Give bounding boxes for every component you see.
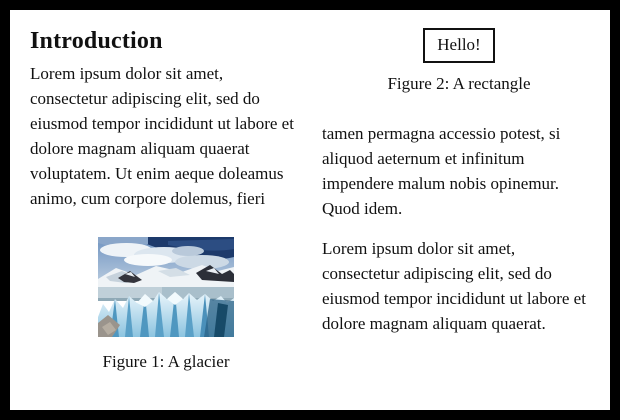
right-paragraph-1: tamen permagna accessio potest, si aliquod aeternum et infinitum impendere malum nobis opinemur. Quod idem. bbox=[322, 124, 561, 218]
figure1-caption: Figure 1: A glacier bbox=[102, 352, 230, 371]
section-heading: Introduction bbox=[30, 28, 163, 54]
figure-glacier bbox=[30, 237, 302, 373]
right-paragraph-2: Lorem ipsum dolor sit amet, consectetur adipiscing elit, sed do eiusmod tempor incididunt ut labore et dolore magnam aliquam quaerat. bbox=[322, 239, 586, 333]
left-column bbox=[30, 26, 302, 373]
document-page bbox=[10, 10, 610, 410]
glacier-photo bbox=[98, 237, 234, 337]
figure-rectangle bbox=[322, 28, 596, 95]
hello-rectangle: Hello! bbox=[423, 28, 494, 63]
left-paragraph: Lorem ipsum dolor sit amet, consectetur adipiscing elit, sed do eiusmod tempor incididunt ut labore et dolore magnam aliquam quaerat voluptatem. Ut enim aeque doleamus animo, cum corpore dolemus, fieri bbox=[30, 64, 294, 208]
glacier-photo-image bbox=[98, 237, 234, 337]
right-column bbox=[322, 28, 596, 336]
figure2-caption: Figure 2: A rectangle bbox=[387, 74, 531, 93]
